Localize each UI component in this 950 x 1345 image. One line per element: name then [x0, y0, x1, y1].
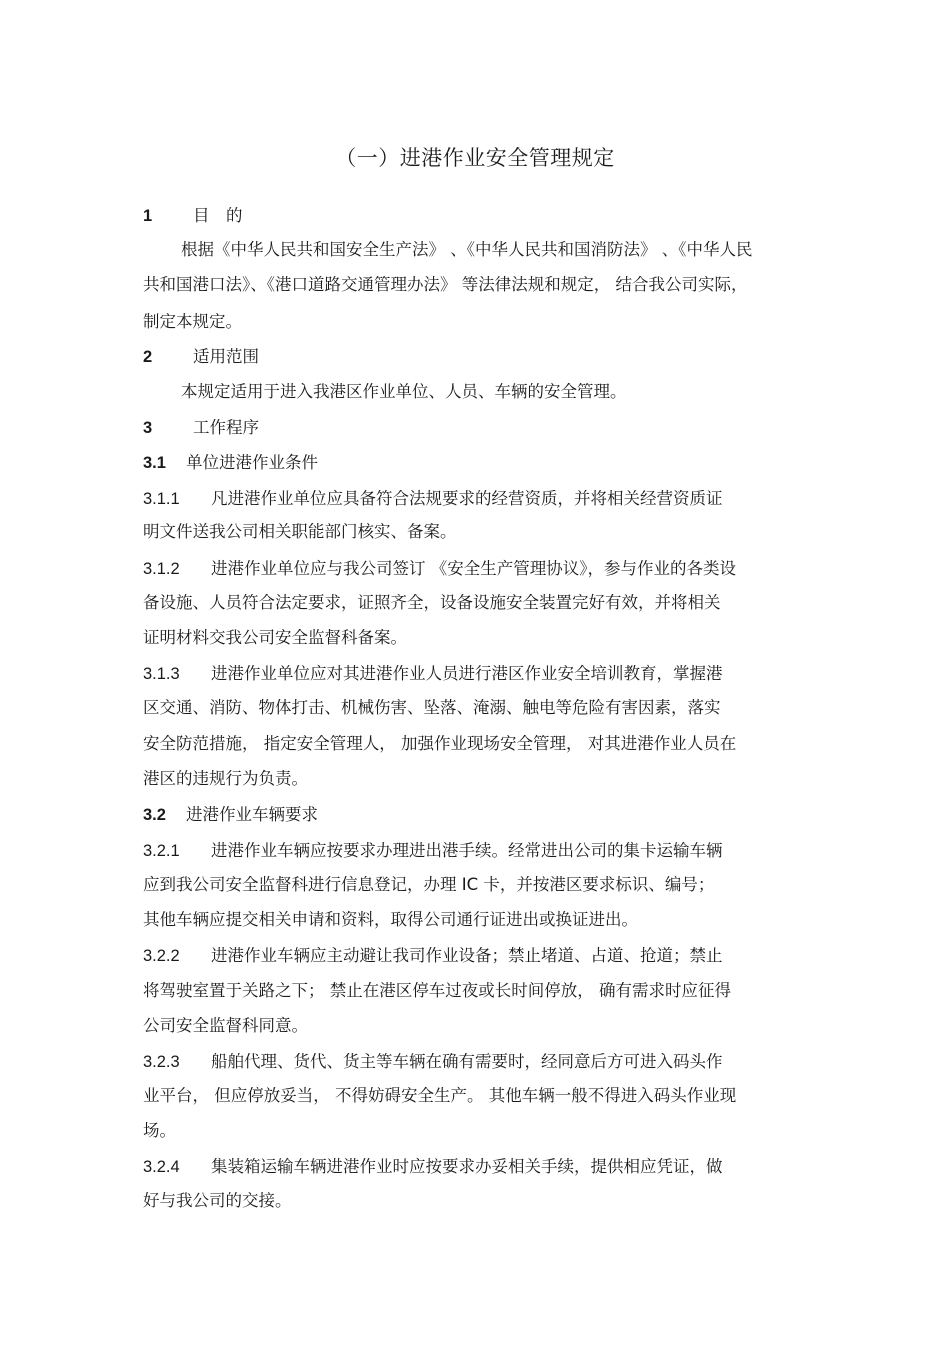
subsection-3-2-heading: [143, 804, 318, 826]
clause-3-1-3: [143, 663, 723, 685]
paragraph-line: 场。: [143, 1121, 176, 1140]
section-title: 进港作业车辆要求: [186, 805, 318, 824]
paragraph-line: 港区的违规行为负责。: [143, 769, 308, 788]
paragraph-line: 公司安全监督科同意。: [143, 1016, 308, 1035]
paragraph-line: 区交通、消防、物体打击、机械伤害、坠落、淹溺、触电等危险有害因素，落实: [143, 698, 721, 717]
section-title: 目 的: [193, 206, 243, 225]
section-number: 3: [143, 419, 153, 437]
section-title: 工作程序: [193, 418, 259, 437]
clause-text: 凡进港作业单位应具备符合法规要求的经营资质，并将相关经营资质证: [211, 489, 723, 508]
clause-number: 3.2.3: [143, 1053, 180, 1071]
paragraph-line: 将驾驶室置于关路之下； 禁止在港区停车过夜或长时间停放， 确有需求时应征得: [143, 981, 731, 1000]
clause-number: 3.2.1: [143, 842, 180, 860]
clause-number: 3.1.1: [143, 490, 180, 508]
clause-text: 进港作业车辆应主动避让我司作业设备；禁止堵道、占道、抢道；禁止: [211, 946, 723, 965]
section-3-heading: [143, 417, 259, 439]
paragraph-line: 本规定适用于进入我港区作业单位、人员、车辆的安全管理。: [181, 382, 627, 401]
section-number: 2: [143, 348, 153, 366]
document-title: （一）进港作业安全管理规定: [335, 146, 615, 170]
clause-3-2-2: [143, 945, 723, 967]
clause-number: 3.1.3: [143, 665, 180, 683]
clause-number: 3.2.2: [143, 947, 180, 965]
paragraph-line: 业平台， 但应停放妥当， 不得妨碍安全生产。 其他车辆一般不得进入码头作业现: [143, 1086, 737, 1105]
section-2-heading: [143, 346, 259, 368]
section-number: 1: [143, 207, 153, 225]
clause-3-2-4: [143, 1156, 723, 1178]
section-number: 3.2: [143, 806, 166, 824]
clause-3-2-3: [143, 1051, 723, 1073]
clause-text: 进港作业单位应对其进港作业人员进行港区作业安全培训教育，掌握港: [211, 664, 723, 683]
paragraph-line: 证明材料交我公司安全监督科备案。: [143, 628, 407, 647]
clause-text: 集装箱运输车辆进港作业时应按要求办妥相关手续，提供相应凭证，做: [211, 1157, 723, 1176]
paragraph-line: 共和国港口法》、《港口道路交通管理办法》 等法律法规和规定， 结合我公司实际，: [143, 275, 748, 294]
clause-text: 进港作业单位应与我公司签订 《安全生产管理协议》，参与作业的各类设: [211, 559, 736, 578]
clause-number: 3.1.2: [143, 560, 180, 578]
clause-3-1-1: [143, 488, 723, 510]
section-1-heading: [143, 205, 243, 227]
section-title: 单位进港作业条件: [186, 453, 318, 472]
clause-text: 进港作业车辆应按要求办理进出港手续。经常进出公司的集卡运输车辆: [211, 841, 723, 860]
paragraph-line: 备设施、人员符合法定要求，证照齐全，设备设施安全装置完好有效，并将相关: [143, 593, 721, 612]
clause-text: 船舶代理、货代、货主等车辆在确有需要时，经同意后方可进入码头作: [211, 1052, 723, 1071]
paragraph-line: 安全防范措施， 指定安全管理人， 加强作业现场安全管理， 对其进港作业人员在: [143, 734, 737, 753]
section-title: 适用范围: [193, 347, 259, 366]
paragraph-line: 明文件送我公司相关职能部门核实、备案。: [143, 522, 457, 541]
section-number: 3.1: [143, 454, 166, 472]
paragraph-line: 其他车辆应提交相关申请和资料，取得公司通行证进出或换证进出。: [143, 910, 638, 929]
paragraph-line: 制定本规定。: [143, 312, 242, 331]
subsection-3-1-heading: [143, 452, 318, 474]
clause-number: 3.2.4: [143, 1158, 180, 1176]
paragraph-line: 好与我公司的交接。: [143, 1191, 292, 1210]
paragraph-line: 根据《中华人民共和国安全生产法》 、《中华人民共和国消防法》 、《中华人民: [181, 240, 753, 259]
clause-3-2-1: [143, 840, 723, 862]
clause-3-1-2: [143, 558, 736, 580]
paragraph-line: 应到我公司安全监督科进行信息登记，办理 IC 卡，并按港区要求标识、编号；: [143, 875, 715, 894]
